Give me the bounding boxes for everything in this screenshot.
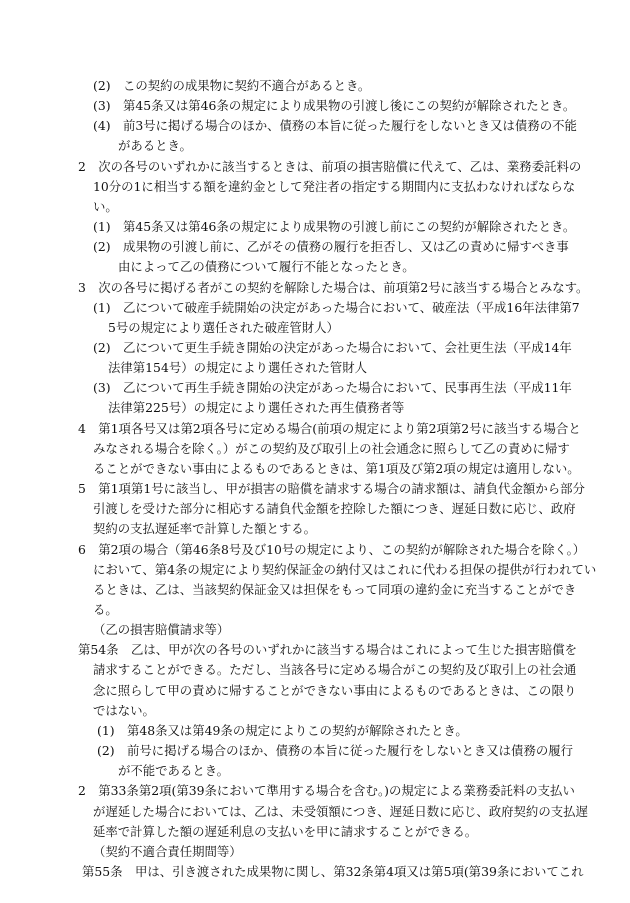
text-line: 5号の規定により選任された破産管財人） — [108, 319, 339, 335]
text-line: (2) 乙について更生手続き開始の決定があった場合において、会社更生法（平成14年 — [93, 340, 572, 355]
text-line: (2) この契約の成果物に契約不適合があるとき。 — [93, 78, 371, 93]
section-heading: （契約不適合責任期間等） — [93, 843, 242, 859]
text-line: い。 — [93, 198, 118, 214]
text-line: 契約の支払遅延率で計算した額とする。 — [93, 521, 317, 537]
text-line: が遅延した場合においては、乙は、未受領額につき、遅延日数に応じ、政府契約の支払遅 — [93, 803, 588, 819]
text-line: ることができない事由によるものであるときは、第1項及び第2項の規定は適用しない。 — [93, 460, 580, 476]
text-line: 由によって乙の債務について履行不能となったとき。 — [118, 259, 415, 275]
text-line: 法律第225号）の規定により選任された再生債務者等 — [108, 400, 405, 416]
text-line: (1) 第45条又は第46条の規定により成果物の引渡し前にこの契約が解除されたとき。 — [93, 219, 576, 235]
text-line: 念に照らして甲の責めに帰することができない事由によるものであるときは、この限り — [93, 682, 577, 698]
text-line: が不能であるとき。 — [118, 763, 230, 779]
text-line: (4) 前3号に掲げる場合のほか、債務の本旨に従った履行をしないとき又は債務の不能 — [93, 118, 577, 134]
text-line: ではない。 — [93, 702, 155, 718]
text-line: (1) 第48条又は第49条の規定によりこの契約が解除されたとき。 — [97, 722, 468, 738]
text-line: (3) 乙について再生手続き開始の決定があった場合において、民事再生法（平成11年 — [93, 380, 572, 396]
text-line: 法律第154号）の規定により選任された管財人 — [108, 360, 368, 376]
text-line: 4 第1項各号又は第2項各号に定める場合(前項の規定により第2項第2号に該当する場合と — [78, 420, 581, 436]
text-line: 第55条 甲は、引き渡された成果物に関し、第32条第4項又は第5項(第39条においてこれ — [82, 864, 584, 879]
text-line: 2 第33条第2項(第39条において準用する場合を含む。)の規定による業務委託料の支払い — [78, 783, 575, 799]
text-line: 引渡しを受けた部分に相応する請負代金額を控除した額につき、遅延日数に応じ、政府 — [93, 501, 576, 517]
text-line: 延率で計算した額の遅延利息の支払いを甲に請求することができる。 — [93, 823, 478, 839]
text-line: 10分の1に相当する額を違約金として発注者の指定する期間内に支払わなければならな — [93, 178, 576, 194]
text-line: 請求することができる。ただし、当該各号に定める場合がこの契約及び取引上の社会通 — [93, 662, 577, 678]
text-line: (2) 前号に掲げる場合のほか、債務の本旨に従った履行をしないとき又は債務の履行 — [97, 743, 574, 759]
text-line: るときは、乙は、当該契約保証金又は担保をもって同項の違約金に充当することができ — [93, 581, 577, 597]
text-line: (3) 第45条又は第46条の規定により成果物の引渡し後にこの契約が解除されたとき。 — [93, 98, 576, 114]
text-line: において、第4条の規定により契約保証金の納付又はこれに代わる担保の提供が行われてい — [93, 561, 597, 577]
text-line: があるとき。 — [118, 138, 192, 154]
text-line: みなされる場合を除く。）がこの契約及び取引上の社会通念に照らして乙の責めに帰す — [93, 440, 570, 456]
text-line: る。 — [93, 602, 118, 617]
text-line: (1) 乙について破産手続開始の決定があった場合において、破産法（平成16年法律第7 — [93, 299, 580, 315]
text-line: 3 次の各号に掲げる者がこの契約を解除した場合は、前項第2号に該当する場合とみなす。 — [78, 279, 589, 295]
text-line: 6 第2項の場合（第46条8号及び10号の規定により、この契約が解除された場合を除く。） — [78, 541, 586, 557]
text-line: (2) 成果物の引渡し前に、乙がその債務の履行を拒否し、又は乙の責めに帰すべき事 — [93, 239, 569, 255]
section-heading: （乙の損害賠償請求等） — [93, 622, 230, 638]
text-line: 第54条 乙は、甲が次の各号のいずれかに該当する場合はこれによって生じた損害賠償を — [78, 642, 578, 658]
text-line: 2 次の各号のいずれかに該当するときは、前項の損害賠償に代えて、乙は、業務委託料の — [78, 158, 582, 174]
text-line: 5 第1項第1号に該当し、甲が損害の賠償を請求する場合の請求額は、請負代金額から部分 — [78, 481, 585, 497]
